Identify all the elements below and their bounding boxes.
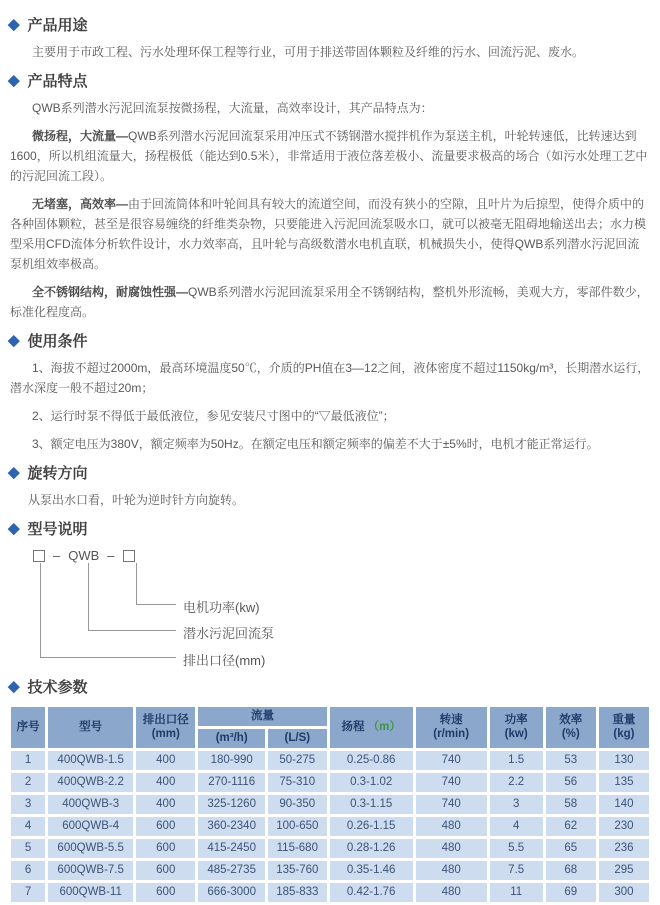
table-cell: 0.42-1.76 xyxy=(330,883,413,902)
col-flow-ls: (L/S) xyxy=(268,729,327,748)
table-cell: 135-760 xyxy=(268,861,327,880)
table-cell: 295 xyxy=(599,861,649,880)
table-cell: 50-275 xyxy=(268,751,327,770)
table-cell: 400 xyxy=(136,773,195,792)
table-cell: 485-2735 xyxy=(198,861,265,880)
col-head-label: 扬程 xyxy=(341,720,365,733)
section-title: 技术参数 xyxy=(27,679,88,696)
table-cell: 600QWB-7.5 xyxy=(48,861,133,880)
table-cell: 480 xyxy=(416,817,487,836)
col-flow: 流量 xyxy=(198,707,326,726)
feature-lead: 无堵塞，高效率— xyxy=(32,197,129,211)
condition-item: 1、海拔不超过2000m，最高环境温度50℃，介质的PH值在3—12之间，液体密度不超过1150kg/m³，长期潜水运行，潜水深度一般不超过20m； xyxy=(10,361,650,395)
table-cell: 400 xyxy=(136,795,195,814)
feature-lead: 全不锈钢结构，耐腐蚀性强— xyxy=(32,285,189,299)
usage-paragraph: 主要用于市政工程、污水处理环保工程等行业，可用于排送带固体颗粒及纤维的污水、回流污泥、废水。 xyxy=(32,45,585,59)
col-eff-label: 效率 xyxy=(559,713,583,726)
feature-paragraph xyxy=(10,126,650,186)
table-cell: 0.25-0.86 xyxy=(330,751,413,770)
col-power-label: 功率 xyxy=(504,713,528,726)
section-heading-model xyxy=(8,518,652,539)
table-cell: 300 xyxy=(599,883,649,902)
table-cell: 115-680 xyxy=(268,839,327,858)
col-speed xyxy=(416,707,487,748)
table-cell: 600QWB-5.5 xyxy=(48,839,133,858)
table-cell: 480 xyxy=(416,861,487,880)
table-cell: 1.5 xyxy=(490,751,543,770)
table-cell: 135 xyxy=(599,773,649,792)
col-outlet xyxy=(136,707,195,748)
table-row xyxy=(11,883,649,902)
diamond-icon: ◆ xyxy=(8,464,20,481)
table-cell: 230 xyxy=(599,817,649,836)
table-cell: 7.5 xyxy=(490,861,543,880)
table-cell: 0.28-1.26 xyxy=(330,839,413,858)
table-cell: 400QWB-1.5 xyxy=(48,751,133,770)
table-cell: 69 xyxy=(546,883,596,902)
table-row xyxy=(11,795,649,814)
table-cell: 400QWB-3 xyxy=(48,795,133,814)
outlet-digit-box xyxy=(123,550,135,562)
section-heading-usage xyxy=(8,14,652,35)
table-cell: 4 xyxy=(490,817,543,836)
col-flow-m3h: (m³/h) xyxy=(198,729,265,748)
table-cell: 480 xyxy=(416,883,487,902)
table-row xyxy=(11,751,649,770)
table-cell: 68 xyxy=(546,861,596,880)
col-eff xyxy=(546,707,596,748)
table-cell: 400QWB-2.2 xyxy=(48,773,133,792)
table-cell: 58 xyxy=(546,795,596,814)
table-cell: 0.26-1.15 xyxy=(330,817,413,836)
feature-text: QWB系列潜水污泥回流泵采用全不锈钢结构，整机外形流畅，美观大方，零部件数少，标准化程度高。 xyxy=(10,285,649,319)
table-cell: 415-2450 xyxy=(198,839,265,858)
series-code: QWB xyxy=(68,548,100,563)
table-cell: 270-1116 xyxy=(198,773,265,792)
model-formula xyxy=(33,548,135,563)
section-title: 型号说明 xyxy=(27,521,88,538)
table-cell: 2.2 xyxy=(490,773,543,792)
table-cell: 56 xyxy=(546,773,596,792)
table-cell: 740 xyxy=(416,773,487,792)
diamond-icon: ◆ xyxy=(8,72,20,89)
table-cell: 185-833 xyxy=(268,883,327,902)
col-outlet-label: 排出口径 xyxy=(142,713,189,726)
feature-paragraph xyxy=(10,194,650,274)
col-weight-unit: (kg) xyxy=(613,728,635,741)
connector-line-power xyxy=(136,563,176,605)
col-power xyxy=(490,707,543,748)
feature-lead: 微扬程，大流量— xyxy=(32,129,129,143)
label-motor-power: 电机功率(kw) xyxy=(183,600,260,615)
section-heading-params xyxy=(8,676,652,697)
col-speed-label: 转速 xyxy=(439,713,463,726)
table-cell: 600 xyxy=(136,817,195,836)
table-cell: 0.3-1.02 xyxy=(330,773,413,792)
diamond-icon: ◆ xyxy=(8,16,20,33)
table-cell: 65 xyxy=(546,839,596,858)
table-cell: 325-1260 xyxy=(198,795,265,814)
feature-text: QWB系列潜水污泥回流泵采用冲压式不锈钢潜水搅拌机作为泵送主机，叶轮转速低，比转速达到1600，所以机组流量大，扬程极低（能达到0.5米），非常适用于液位落差极小、流量要求极高的场合（如污水处理工艺中的污泥回流工段）。 xyxy=(10,129,648,183)
table-cell: 4 xyxy=(11,817,45,836)
formula-dash: – xyxy=(53,548,61,563)
table-cell: 75-310 xyxy=(268,773,327,792)
table-cell: 5.5 xyxy=(490,839,543,858)
table-cell: 180-990 xyxy=(198,751,265,770)
section-heading-features xyxy=(8,70,652,91)
col-power-unit: (kw) xyxy=(504,728,528,741)
table-cell: 140 xyxy=(599,795,649,814)
feature-text: 由于回流筒体和叶轮间具有较大的流道空间，而没有狭小的空隙，且叶片为后掠型，使得介质中的各种固体颗粒，甚至是很容易缠绕的纤维类杂物，只要能进入污泥回流泵吸水口，就可以被毫无阻碍地输送出去；水力模型采用CFD流体分析软件设计，水力效率高，且叶轮与高级数潜水电机直联，机械损失小，使得QWB系列潜水污泥回流泵机组效率极高。 xyxy=(10,197,647,271)
table-header xyxy=(11,707,649,748)
power-digit-box xyxy=(33,550,45,562)
diamond-icon: ◆ xyxy=(8,678,20,695)
table-cell: 236 xyxy=(599,839,649,858)
formula-dash: – xyxy=(107,548,115,563)
table-cell: 2 xyxy=(11,773,45,792)
table-cell: 90-350 xyxy=(268,795,327,814)
table-cell: 100-650 xyxy=(268,817,327,836)
table-cell: 600 xyxy=(136,839,195,858)
section-title: 旋转方向 xyxy=(27,465,88,482)
table-cell: 3 xyxy=(11,795,45,814)
table-cell: 600 xyxy=(136,883,195,902)
label-outlet-diameter: 排出口径(mm) xyxy=(183,653,266,668)
table-cell: 0.35-1.46 xyxy=(330,861,413,880)
table-cell: 1 xyxy=(11,751,45,770)
table-row xyxy=(11,861,649,880)
table-cell: 600QWB-4 xyxy=(48,817,133,836)
section-title: 使用条件 xyxy=(27,333,88,350)
model-code-diagram xyxy=(8,546,652,668)
table-cell: 7 xyxy=(11,883,45,902)
condition-item: 2、运行时泵不得低于最低液位，参见安装尺寸图中的“▽最低液位”； xyxy=(32,409,395,423)
table-cell: 53 xyxy=(546,751,596,770)
technical-params-table xyxy=(8,704,652,905)
rotation-paragraph: 从泵出水口看，叶轮为逆时针方向旋转。 xyxy=(28,493,245,507)
section-heading-conditions xyxy=(8,330,652,351)
diamond-icon: ◆ xyxy=(8,520,20,537)
col-weight xyxy=(599,707,649,748)
table-row xyxy=(11,839,649,858)
table-row xyxy=(11,817,649,836)
col-head xyxy=(330,707,413,748)
table-cell: 0.3-1.15 xyxy=(330,795,413,814)
feature-paragraph xyxy=(10,282,650,322)
col-model: 型号 xyxy=(48,707,133,748)
table-cell: 130 xyxy=(599,751,649,770)
table-row xyxy=(11,773,649,792)
table-cell: 3 xyxy=(490,795,543,814)
table-cell: 740 xyxy=(416,795,487,814)
section-title: 产品用途 xyxy=(27,17,88,34)
table-cell: 600QWB-11 xyxy=(48,883,133,902)
section-title: 产品特点 xyxy=(27,73,88,90)
table-cell: 11 xyxy=(490,883,543,902)
col-speed-unit: (r/min) xyxy=(433,728,470,741)
params-table-body xyxy=(11,751,649,902)
condition-item: 3、额定电压为380V，额定频率为50Hz。在额定电压和额定频率的偏差不大于±5%时，电机才能正常运行。 xyxy=(32,437,599,451)
col-outlet-unit: (mm) xyxy=(151,728,180,741)
product-doc-page xyxy=(8,14,652,905)
table-cell: 360-2340 xyxy=(198,817,265,836)
diamond-icon: ◆ xyxy=(8,332,20,349)
table-cell: 62 xyxy=(546,817,596,836)
col-seq: 序号 xyxy=(11,707,45,748)
table-cell: 6 xyxy=(11,861,45,880)
table-cell: 5 xyxy=(11,839,45,858)
table-cell: 740 xyxy=(416,751,487,770)
table-cell: 600 xyxy=(136,861,195,880)
table-cell: 400 xyxy=(136,751,195,770)
col-head-unit: （m） xyxy=(367,720,401,733)
section-heading-rotation xyxy=(8,462,652,483)
col-eff-unit: (%) xyxy=(561,728,580,741)
table-cell: 480 xyxy=(416,839,487,858)
features-intro: QWB系列潜水污泥回流泵按微扬程，大流量，高效率设计，其产品特点为： xyxy=(32,101,433,115)
table-cell: 666-3000 xyxy=(198,883,265,902)
col-weight-label: 重量 xyxy=(612,713,636,726)
label-pump-type: 潜水污泥回流泵 xyxy=(183,626,275,641)
